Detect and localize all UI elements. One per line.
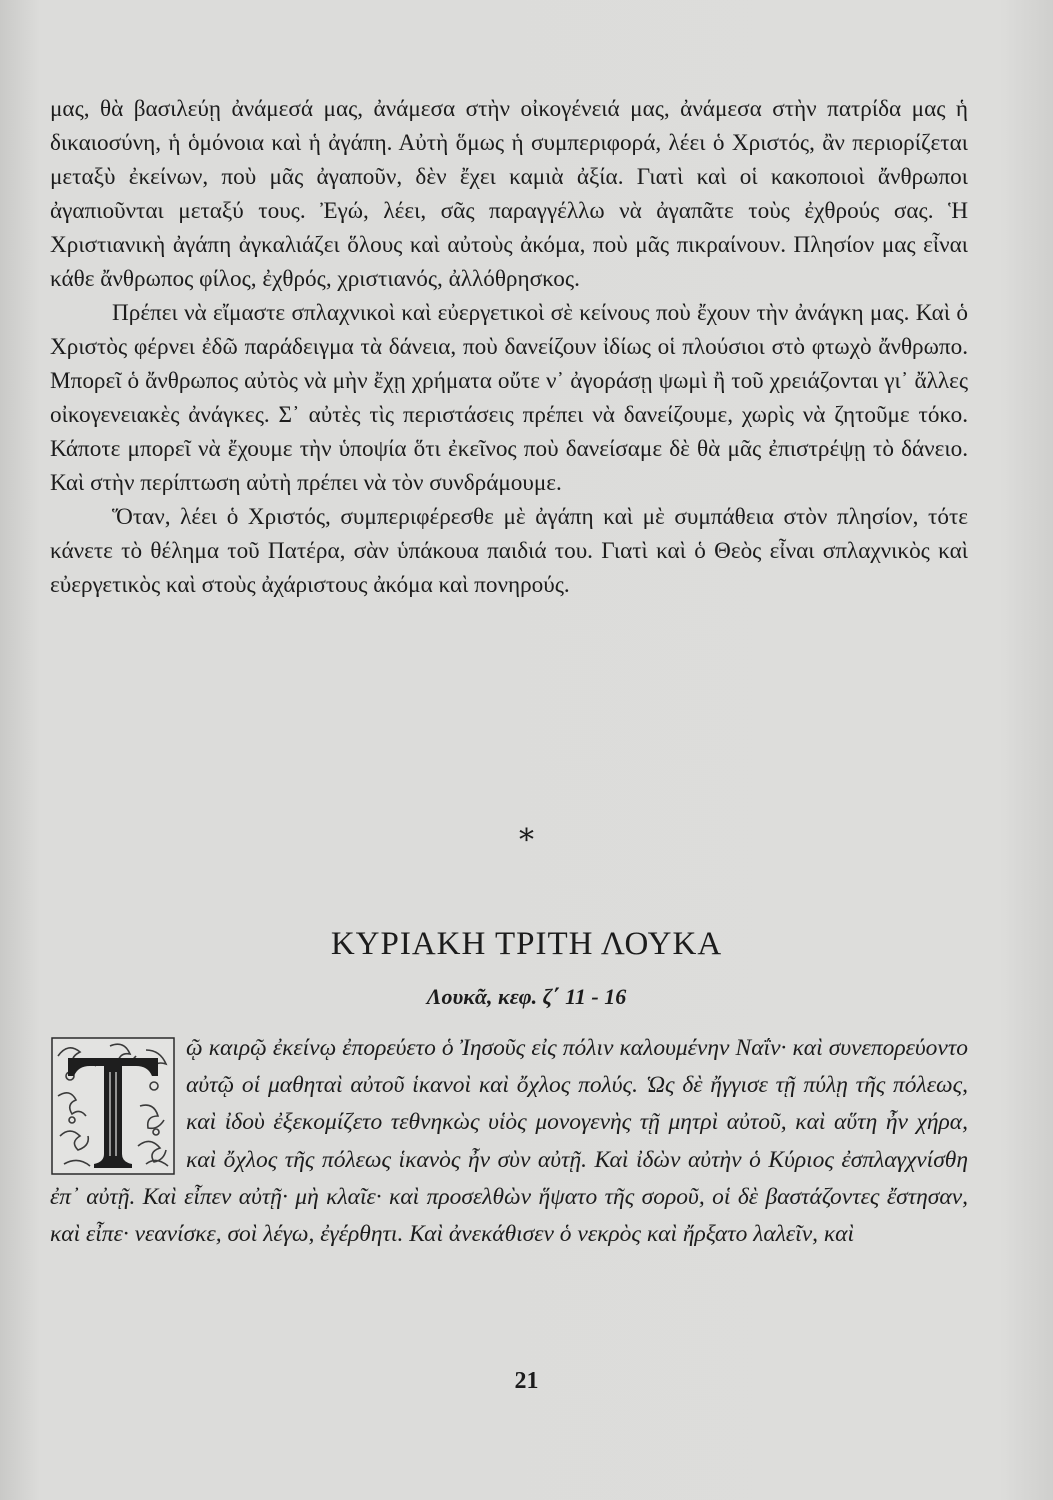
ornamental-drop-cap: [50, 1036, 176, 1176]
body-text: [50, 92, 968, 602]
scripture-reference: Λουκᾶ, κεφ. ζ΄ 11 - 16: [426, 984, 627, 1009]
paragraph-2: Πρέπει νὰ εἴμαστε σπλαχνικοὶ καὶ εὐεργετικοὶ σὲ κείνους ποὺ ἔχουν τὴν ἀνάγκη μας. Καὶ ὁ Χριστὸς φέρνει ἐδῶ παράδειγμα τὰ δάνεια, ποὺ δανείζουν ἰδίως οἱ πλούσιοι στὸ φτωχὸ ἄνθρωπο. Μπορεῖ ὁ ἄνθρωπος αὐτὸς νὰ μὴν ἔχῃ χρήματα οὔτε ν᾽ ἀγοράσῃ ψωμὶ ἢ τοῦ χρειάζονται γι᾽ ἄλλες οἰκογενειακὲς ἀνάγκες. Σ᾽ αὐτὲς τὶς περιστάσεις πρέπει νὰ δανείζουμε, χωρὶς νὰ ζητοῦμε τόκο. Κάποτε μπορεῖ νὰ ἔχουμε τὴν ὑποψία ὅτι ἐκεῖνος ποὺ δανείσαμε δὲ θὰ μᾶς ἐπιστρέψῃ τὸ δάνειο. Καὶ στὴν περίπτωση αὐτὴ πρέπει νὰ τὸν συνδράμουμε.: [50, 300, 968, 496]
reading-text: ῷ καιρῷ ἐκείνῳ ἐπορεύετο ὁ Ἰησοῦς εἰς πόλιν καλουμένην Ναΐν· καὶ συνεπορεύοντο αὐτῷ οἱ μαθηταὶ αὐτοῦ ἱκανοὶ καὶ ὄχλος πολύς. Ὡς δὲ ἤγγισε τῇ πύλῃ τῆς πόλεως, καὶ ἰδοὺ ἐξεκομίζετο τεθνηκὼς υἱὸς μονογενὴς τῇ μητρὶ αὐτοῦ, καὶ αὕτη ἦν χήρα, καὶ ὄχλος τῆς πόλεως ἱκανὸς ἦν σὺν αὐτῇ. Καὶ ἰδὼν αὐτὴν ὁ Κύριος ἐσπλαγχνίσθη ἐπ᾽ αὐτῇ. Καὶ εἶπεν αὐτῇ· μὴ κλαῖε· καὶ προσελθὼν ἥψατο τῆς σοροῦ, οἱ δὲ βαστάζοντες ἔστησαν, καὶ εἶπε· νεανίσκε, σοὶ λέγω, ἐγέρθητι. Καὶ ἀνεκάθισεν ὁ νεκρὸς καὶ ἤρξατο λαλεῖν, καὶ: [50, 1035, 968, 1248]
section-title: ΚΥΡΙΑΚΗ ΤΡΙΤΗ ΛΟΥΚΑ: [330, 926, 723, 962]
gospel-reading: [50, 1030, 968, 1253]
section-separator: *: [519, 823, 534, 858]
paragraph-1: μας, θὰ βασιλεύῃ ἀνάμεσά μας, ἀνάμεσα στὴν οἰκογένειά μας, ἀνάμεσα στὴν πατρίδα μας ἡ δικαιοσύνη, ἡ ὁμόνοια καὶ ἡ ἀγάπη. Αὐτὴ ὅμως ἡ συμπεριφορά, λέει ὁ Χριστός, ἂν περιορίζεται μεταξὺ ἐκείνων, ποὺ μᾶς ἀγαποῦν, δὲν ἔχει καμιὰ ἀξία. Γιατὶ καὶ οἱ κακοποιοὶ ἄνθρωποι ἀγαπιοῦνται μεταξύ τους. Ἐγώ, λέει, σᾶς παραγγέλλω νὰ ἀγαπᾶτε τοὺς ἐχθρούς σας. Ἡ Χριστιανικὴ ἀγάπη ἀγκαλιάζει ὅλους καὶ αὐτοὺς ἀκόμα, ποὺ μᾶς πικραίνουν. Πλησίον μας εἶναι κάθε ἄνθρωπος φίλος, ἐχθρός, χριστιανός, ἀλλόθρησκος.: [50, 96, 968, 292]
paragraph-3: Ὅταν, λέει ὁ Χριστός, συμπεριφέρεσθε μὲ ἀγάπη καὶ μὲ συμπάθεια στὸν πλησίον, τότε κάνετε τὸ θέλημα τοῦ Πατέρα, σὰν ὑπάκουα παιδιά του. Γιατὶ καὶ ὁ Θεὸς εἶναι σπλαχνικὸς καὶ εὐεργετικὸς καὶ στοὺς ἀχάριστους ἀκόμα καὶ πονηρούς.: [50, 504, 968, 598]
page-number: 21: [514, 1368, 539, 1394]
